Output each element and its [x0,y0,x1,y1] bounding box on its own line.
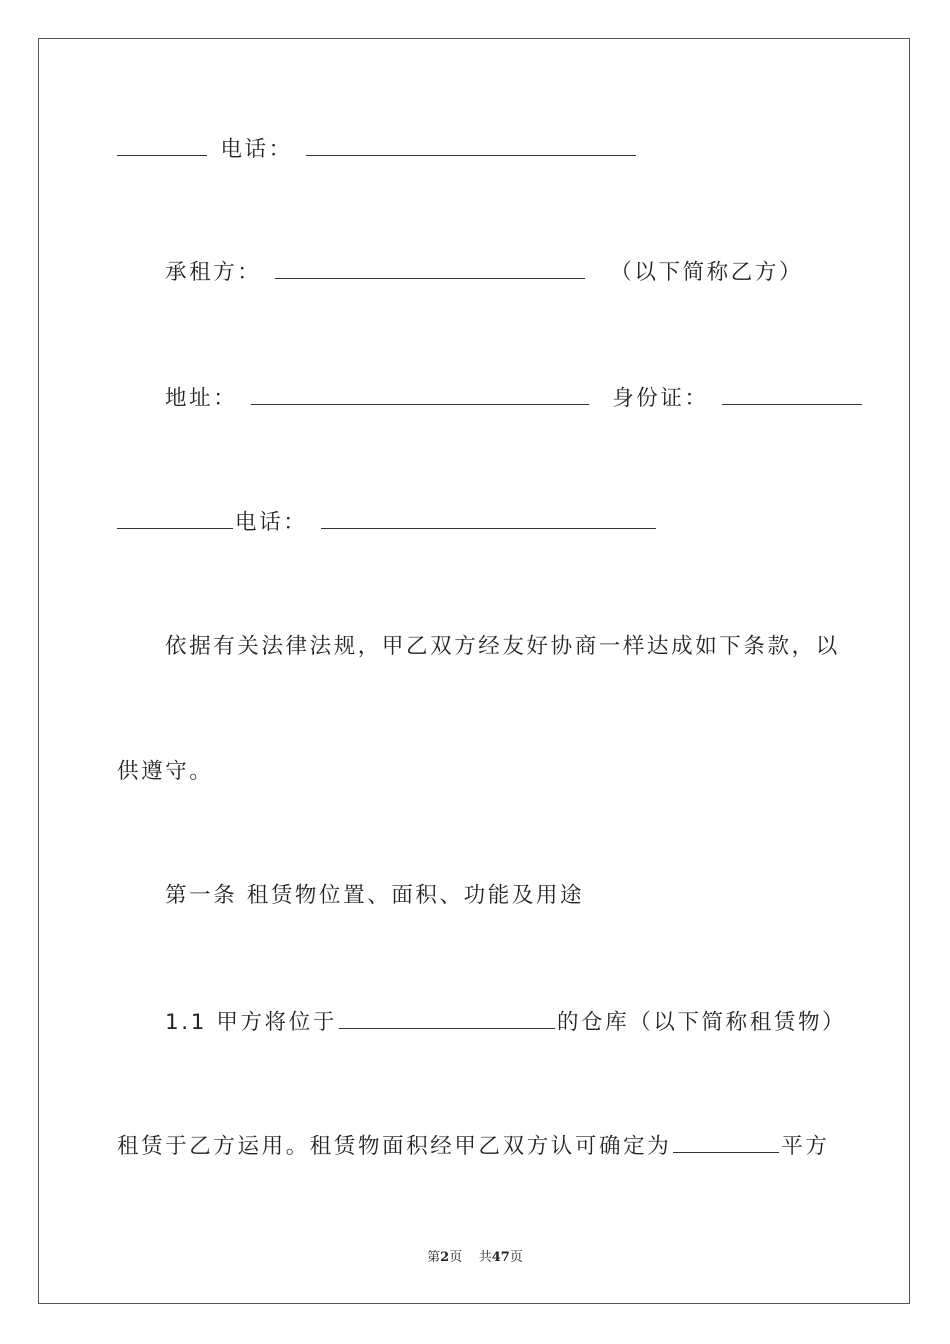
id-blank[interactable] [722,386,862,405]
phone-line-lessor [117,135,640,165]
total-prefix: 共 [478,1250,492,1265]
id-label: 身份证： [612,386,709,411]
clause-prefix: 1.1 甲方将位于 [165,1010,337,1035]
area-blank[interactable] [673,1134,779,1153]
clause-prefix: 租赁于乙方运用。租赁物面积经甲乙双方认可确定为 [117,1134,672,1159]
page-border [38,38,910,1304]
total-suffix: 页 [509,1250,523,1265]
phone-line-lessee [117,508,660,538]
phone-label: 电话： [235,510,308,535]
phone-blank[interactable] [306,137,636,156]
address-label: 地址： [165,386,238,411]
page-footer [0,1246,950,1265]
lessee-suffix: （以下简称乙方） [610,260,804,285]
page-number: 2 [440,1250,450,1265]
phone-blank[interactable] [321,510,656,529]
blank-field[interactable] [117,510,233,529]
blank-field[interactable] [117,137,207,156]
phone-label: 电话： [220,137,293,162]
clause-suffix: 的仓库（以下简称租赁物） [556,1010,847,1035]
page-prefix: 第 [427,1250,441,1265]
clause-line [117,1132,830,1162]
clause-suffix: 平方 [781,1134,830,1159]
lessee-label: 承租方： [165,260,262,285]
location-blank[interactable] [339,1010,555,1029]
paragraph-line [165,632,840,662]
paragraph-text: 供遵守。 [117,759,214,784]
address-blank[interactable] [251,386,589,405]
article-heading [165,881,584,911]
lessee-line [165,258,803,288]
paragraph-text: 依据有关法律法规，甲乙双方经友好协商一样达成如下条款，以 [165,634,840,659]
clause-line [165,1008,846,1038]
address-id-line [165,384,866,414]
total-pages: 47 [491,1250,510,1265]
paragraph-line [117,757,213,787]
page-suffix: 页 [449,1250,463,1265]
article-title: 第一条 租赁物位置、面积、功能及用途 [165,883,585,908]
lessee-blank[interactable] [275,260,585,279]
